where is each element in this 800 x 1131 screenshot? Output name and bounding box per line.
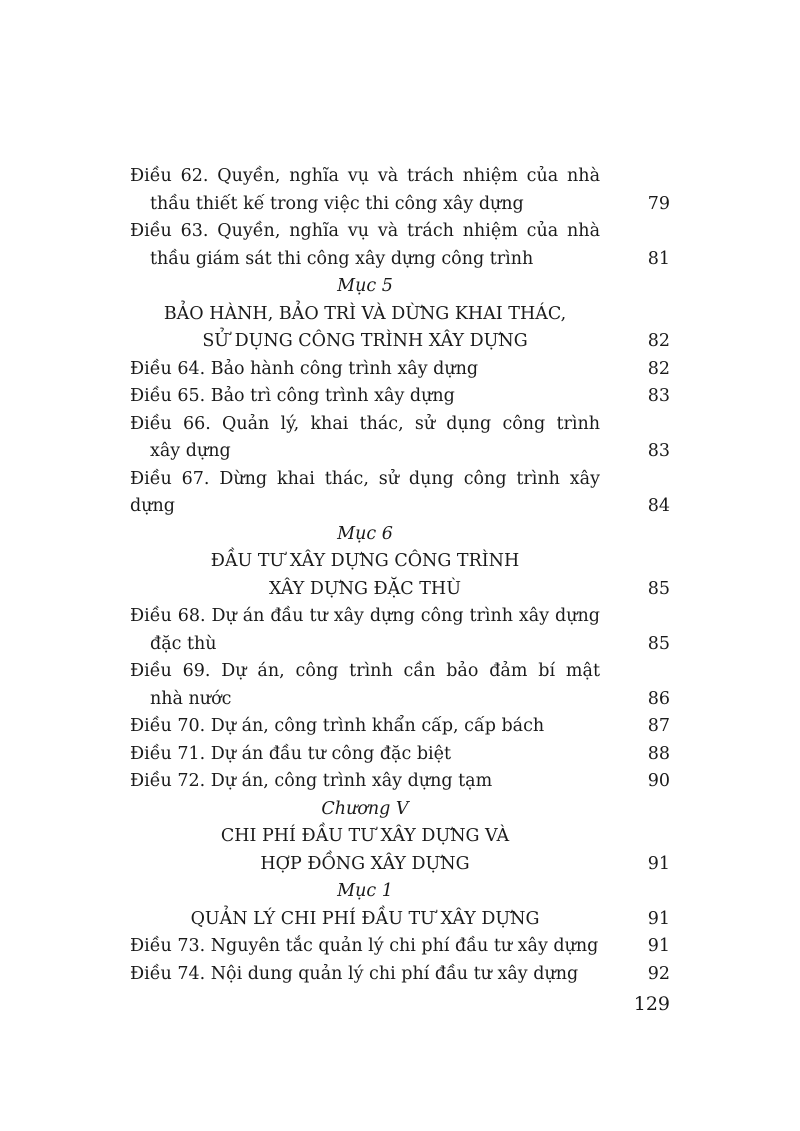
toc-entry <box>130 933 670 961</box>
entry-page-number: 92 <box>647 963 670 984</box>
entry-page-number: 91 <box>647 853 670 874</box>
toc-entry <box>130 163 670 218</box>
entry-title: Điều 62. Quyền, nghĩa vụ và trách nhiệm của nhà <box>130 166 600 186</box>
entry-title: Điều 63. Quyền, nghĩa vụ và trách nhiệm của nhà <box>130 221 600 241</box>
section-heading <box>130 796 670 879</box>
entry-page-number: 83 <box>647 441 670 461</box>
toc-entry <box>130 741 670 769</box>
entry-page-number: 85 <box>647 578 670 599</box>
entry-title-continued: thầu giám sát thi công xây dựng công trình <box>150 248 534 269</box>
entry-title: Điều 68. Dự án đầu tư xây dựng công trình xây dựng <box>130 606 600 626</box>
section-label: Chương V <box>321 798 409 819</box>
toc-entry <box>130 658 670 713</box>
entry-page-number: 86 <box>647 688 670 709</box>
toc-entry <box>130 411 670 466</box>
toc-entry <box>130 383 670 411</box>
entry-page-number: 91 <box>647 908 670 929</box>
entry-page-number: 79 <box>647 193 670 214</box>
section-title: SỬ DỤNG CÔNG TRÌNH XÂY DỰNG <box>202 331 528 351</box>
entry-title: Điều 72. Dự án, công trình xây dựng tạm <box>130 771 493 791</box>
entry-title: Điều 74. Nội dung quản lý chi phí đầu tư xây dựng <box>130 963 579 984</box>
toc-entry <box>130 713 670 741</box>
section-label: Mục 6 <box>337 523 393 544</box>
section-title: ĐẦU TƯ XÂY DỰNG CÔNG TRÌNH <box>210 551 520 571</box>
section-title: BẢO HÀNH, BẢO TRÌ VÀ DỪNG KHAI THÁC, <box>163 303 567 324</box>
entry-title: Điều 65. Bảo trì công trình xây dựng <box>130 386 455 406</box>
page-number: 129 <box>633 993 670 1015</box>
entry-title: Điều 70. Dự án, công trình khẩn cấp, cấp bách <box>130 716 545 736</box>
entry-page-number: 88 <box>647 743 670 764</box>
toc-entry <box>130 768 670 796</box>
entry-title: Điều 67. Dừng khai thác, sử dụng công trình xây dựng <box>130 468 600 516</box>
section-heading <box>130 521 670 604</box>
section-title: CHI PHÍ ĐẦU TƯ XÂY DỰNG VÀ <box>220 826 510 846</box>
entry-title-continued: nhà nước <box>150 688 232 709</box>
section-label: Mục 5 <box>337 276 393 296</box>
entry-title: Điều 69. Dự án, công trình cần bảo đảm bí mật <box>130 661 600 681</box>
entry-page-number: 90 <box>647 771 670 791</box>
entry-title-continued: thầu thiết kế trong việc thi công xây dựng <box>150 193 524 214</box>
entry-title-continued: xây dựng <box>150 441 231 461</box>
toc-entry <box>130 603 670 658</box>
entry-page-number: 82 <box>647 331 670 351</box>
entry-page-number: 81 <box>647 248 670 269</box>
table-of-contents <box>130 163 670 988</box>
section-title: HỢP ĐỒNG XÂY DỰNG <box>260 853 470 874</box>
entry-page-number: 84 <box>647 496 670 516</box>
entry-page-number: 85 <box>647 633 670 654</box>
section-label: Mục 1 <box>337 881 393 901</box>
entry-page-number: 91 <box>647 936 670 956</box>
toc-entry <box>130 356 670 384</box>
toc-entry <box>130 466 670 521</box>
toc-entry <box>130 218 670 273</box>
section-heading <box>130 273 670 356</box>
entry-title: Điều 66. Quản lý, khai thác, sử dụng công trình <box>130 413 600 434</box>
section-title: QUẢN LÝ CHI PHÍ ĐẦU TƯ XÂY DỰNG <box>190 908 540 929</box>
entry-page-number: 87 <box>647 716 670 736</box>
section-heading <box>130 878 670 933</box>
entry-page-number: 82 <box>647 358 670 379</box>
entry-title: Điều 64. Bảo hành công trình xây dựng <box>130 358 479 379</box>
section-title: XÂY DỰNG ĐẶC THÙ <box>269 578 461 599</box>
entry-title: Điều 73. Nguyên tắc quản lý chi phí đầu tư xây dựng <box>130 936 599 956</box>
entry-title-continued: đặc thù <box>150 633 217 654</box>
entry-title: Điều 71. Dự án đầu tư công đặc biệt <box>130 743 452 764</box>
toc-entry <box>130 961 670 989</box>
entry-page-number: 83 <box>647 386 670 406</box>
